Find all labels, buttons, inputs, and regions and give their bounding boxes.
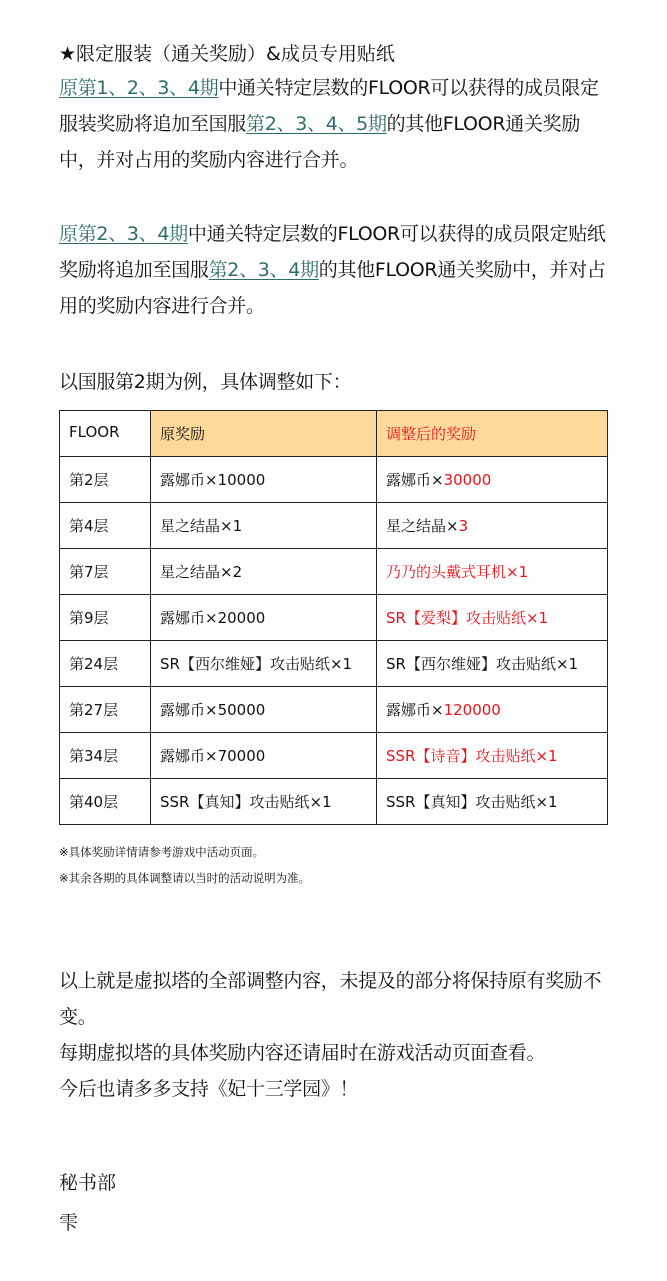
adjusted-reward-highlight: 乃乃的头戴式耳机×1 [386,563,529,581]
adjusted-reward-highlight: 3 [458,517,469,535]
server-periods-link[interactable]: 第2、3、4、5期 [246,113,387,135]
original-reward-cell: 露娜币×20000 [151,595,377,641]
footnote: ※其余各期的具体调整请以当时的活动说明为准。 [59,871,311,885]
adjusted-reward-cell [377,595,608,641]
table-header-row [60,411,608,457]
adjusted-reward-cell [377,503,608,549]
floor-cell: 第27层 [60,687,151,733]
closing-paragraph: 每期虚拟塔的具体奖励内容还请届时在游戏活动页面查看。 [59,1042,546,1064]
section-title: ★限定服装（通关奖励）&成员专用贴纸 [59,43,395,65]
table-row [60,549,608,595]
paragraph-text: 中通关特定层数的FLOOR可以获得的成员限定服装奖励将追加至国服 [59,77,599,135]
signature-department: 秘书部 [59,1172,117,1194]
original-reward-cell: SR【西尔维娅】攻击贴纸×1 [151,641,377,687]
table-row [60,733,608,779]
server-periods-link[interactable]: 第2、3、4期 [208,259,319,281]
table-row [60,687,608,733]
floor-cell: 第9层 [60,595,151,641]
paragraph-text: 的其他FLOOR通关奖励中，并对占用的奖励内容进行合并。 [59,259,606,317]
adjusted-reward-cell [377,733,608,779]
adjusted-reward-cell [377,641,608,687]
adjusted-reward-text: SSR【真知】攻击贴纸×1 [386,793,558,811]
table-row [60,641,608,687]
adjusted-reward-text: 星之结晶× [386,517,459,535]
floor-cell: 第40层 [60,779,151,825]
floor-cell: 第34层 [60,733,151,779]
header-adjusted-reward: 调整后的奖励 [377,411,608,457]
floor-cell: 第2层 [60,457,151,503]
adjusted-reward-cell [377,779,608,825]
original-reward-cell: 露娜币×50000 [151,687,377,733]
adjusted-reward-cell [377,687,608,733]
adjusted-reward-text: SR【西尔维娅】攻击贴纸×1 [386,655,579,673]
footnote: ※具体奖励详情请参考游戏中活动页面。 [59,845,265,859]
table-row [60,595,608,641]
example-intro: 以国服第2期为例，具体调整如下： [59,371,352,393]
paragraph-text: 的其他FLOOR通关奖励中，并对占用的奖励内容进行合并。 [59,113,581,171]
floor-cell: 第7层 [60,549,151,595]
paragraph-text: 中通关特定层数的FLOOR可以获得的成员限定贴纸奖励将追加至国服 [59,223,606,281]
original-reward-cell: 露娜币×70000 [151,733,377,779]
table-row [60,457,608,503]
costume-paragraph [59,70,609,178]
signature-name: 雫 [59,1212,79,1234]
adjusted-reward-cell [377,549,608,595]
adjusted-reward-highlight: SR【爱梨】攻击贴纸×1 [386,609,549,627]
original-reward-cell: 星之结晶×2 [151,549,377,595]
original-reward-cell: 露娜币×10000 [151,457,377,503]
original-periods-link[interactable]: 原第1、2、3、4期 [59,77,219,99]
sticker-paragraph [59,216,609,324]
original-reward-cell: SSR【真知】攻击贴纸×1 [151,779,377,825]
footnotes [59,839,609,891]
adjusted-reward-highlight: SSR【诗音】攻击贴纸×1 [386,747,558,765]
adjusted-reward-text: 露娜币× [386,701,444,719]
adjusted-reward-text: 露娜币× [386,471,444,489]
adjusted-reward-highlight: 30000 [443,471,492,489]
table-row [60,779,608,825]
closing-paragraph: 今后也请多多支持《妃十三学园》！ [59,1078,359,1100]
header-original-reward: 原奖励 [151,411,377,457]
original-periods-link[interactable]: 原第2、3、4期 [59,223,188,245]
header-floor: FLOOR [60,411,151,457]
closing-paragraph: 以上就是虚拟塔的全部调整内容，未提及的部分将保持原有奖励不变。 [59,970,602,1028]
adjusted-reward-cell [377,457,608,503]
table-row [60,503,608,549]
reward-table [59,410,608,825]
original-reward-cell: 星之结晶×1 [151,503,377,549]
floor-cell: 第4层 [60,503,151,549]
floor-cell: 第24层 [60,641,151,687]
adjusted-reward-highlight: 120000 [443,701,501,719]
announcement-body [59,38,609,1243]
